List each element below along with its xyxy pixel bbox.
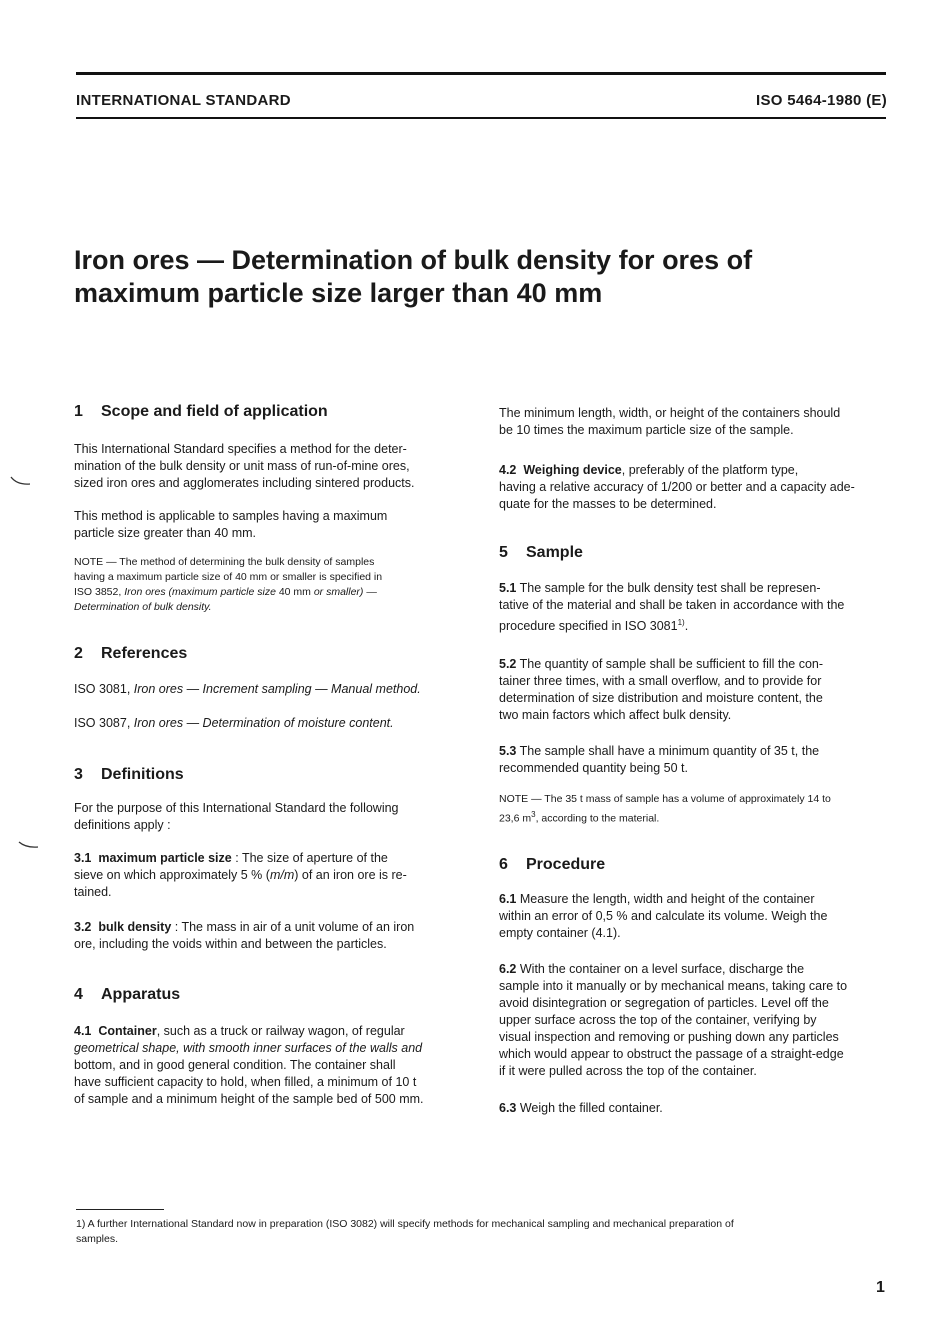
header-left: INTERNATIONAL STANDARD [76,92,291,109]
left-column [74,402,462,1108]
paragraph-6-2: 6.2 With the container on a level surface, discharge the sample into it manually or by mechanical means, taking care to avoid disintegration or segregation of particles. Level off the upper surface across the top of the container, verifying by visual inspection and removing or pushing down any particles which would appear to obstruct the passage of a straight-edge if it were pulled across the top of the container. [499,961,848,1078]
header-bottom-rule [76,117,886,119]
section-1-paragraph-1: This International Standard specifies a method for the deter- mination of the bulk density or unit mass of run-of-mine ores, sized iron ores and agglomerates including sintered products. [74,442,415,490]
reference-iso-3087: ISO 3087, Iron ores — Determination of moisture content. [74,716,394,730]
margin-mark-2 [18,841,40,851]
definition-3-1: 3.1 maximum particle size : The size of aperture of the sieve on which approximately 5 % (m/m) of an iron ore is re- tained. [74,851,407,899]
paragraph-5-2: 5.2 The quantity of sample shall be sufficient to fill the con- tainer three times, with a small overflow, and to provide for determination of size distribution and moisture content, the two main factors which affect bulk density. [499,657,824,723]
section-1-paragraph-2: This method is applicable to samples having a maximum particle size greater than 40 mm. [74,509,388,540]
section-4-heading: 4 Apparatus [74,986,181,1003]
section-5-heading: 5 Sample [499,544,583,561]
reference-iso-3081: ISO 3081, Iron ores — Increment sampling — Manual method. [74,682,421,696]
definition-3-2: 3.2 bulk density : The mass in air of a unit volume of an iron ore, including the voids within and between the particles. [74,920,415,951]
section-3-heading: 3 Definitions [74,766,184,783]
section-1-note: NOTE — The method of determining the bulk density of samples having a maximum particle size of 40 mm or smaller is specified in ISO 3852, Iron ores (maximum particle size 40 mm or smaller) — Determination of bulk density. [74,556,383,613]
paragraph-5-1: 5.1 The sample for the bulk density test shall be represen- tative of the material and shall be taken in accordance with the procedure specified in ISO 3081$^{1)}$. [499,581,845,634]
paragraph-5-3: 5.3 The sample shall have a minimum quantity of 35 t, the recommended quantity being 50 t. [499,744,820,776]
margin-mark-1 [10,476,32,486]
paragraph-4-1-continued: The minimum length, width, or height of the containers should be 10 times the maximum particle size of the sample. [499,406,841,437]
title-line-1: Iron ores — Determination of bulk density for ores of [74,245,753,275]
paragraph-4-2: 4.2 Weighing device, preferably of the platform type, having a relative accuracy of 1/200 or better and a capacity ade- quate for the masses to be determined. [499,463,855,511]
title-line-2: maximum particle size larger than 40 mm [74,278,603,308]
section-5-note: NOTE — The 35 t mass of sample has a volume of approximately 14 to 23,6 $m^3$, according to the material. [499,793,831,825]
right-column [499,405,887,1117]
section-1-heading: 1 Scope and field of application [74,403,328,420]
paragraph-6-3: 6.3 Weigh the filled container. [499,1100,663,1115]
paragraph-4-1: 4.1 Container, such as a truck or railway wagon, of regular geometrical shape, with smooth inner surfaces of the walls and bottom, and in good general condition. The container shall have sufficient capacity to hold, when filled, a minimum of 10 t of sample and a minimum height of the sample bed of 500 mm. [74,1024,424,1106]
document-title [74,244,752,310]
section-6-heading: 6 Procedure [499,855,606,873]
footnote-rule [76,1209,164,1210]
section-3-intro: For the purpose of this International Standard the following definitions apply : [74,801,399,832]
paragraph-6-1: 6.1 Measure the length, width and height of the container within an error of 0,5 % and calculate its volume. Weigh the empty container (4.1). [499,891,828,940]
header-right: ISO 5464-1980 (E) [755,92,887,109]
section-2-heading: 2 References [74,645,188,662]
footnote: 1) A further International Standard now in preparation (ISO 3082) will specify methods for mechanical sampling and mechanical preparation of samples. [76,1218,734,1245]
page-number: 1 [876,1279,885,1296]
header-top-rule [76,72,886,75]
